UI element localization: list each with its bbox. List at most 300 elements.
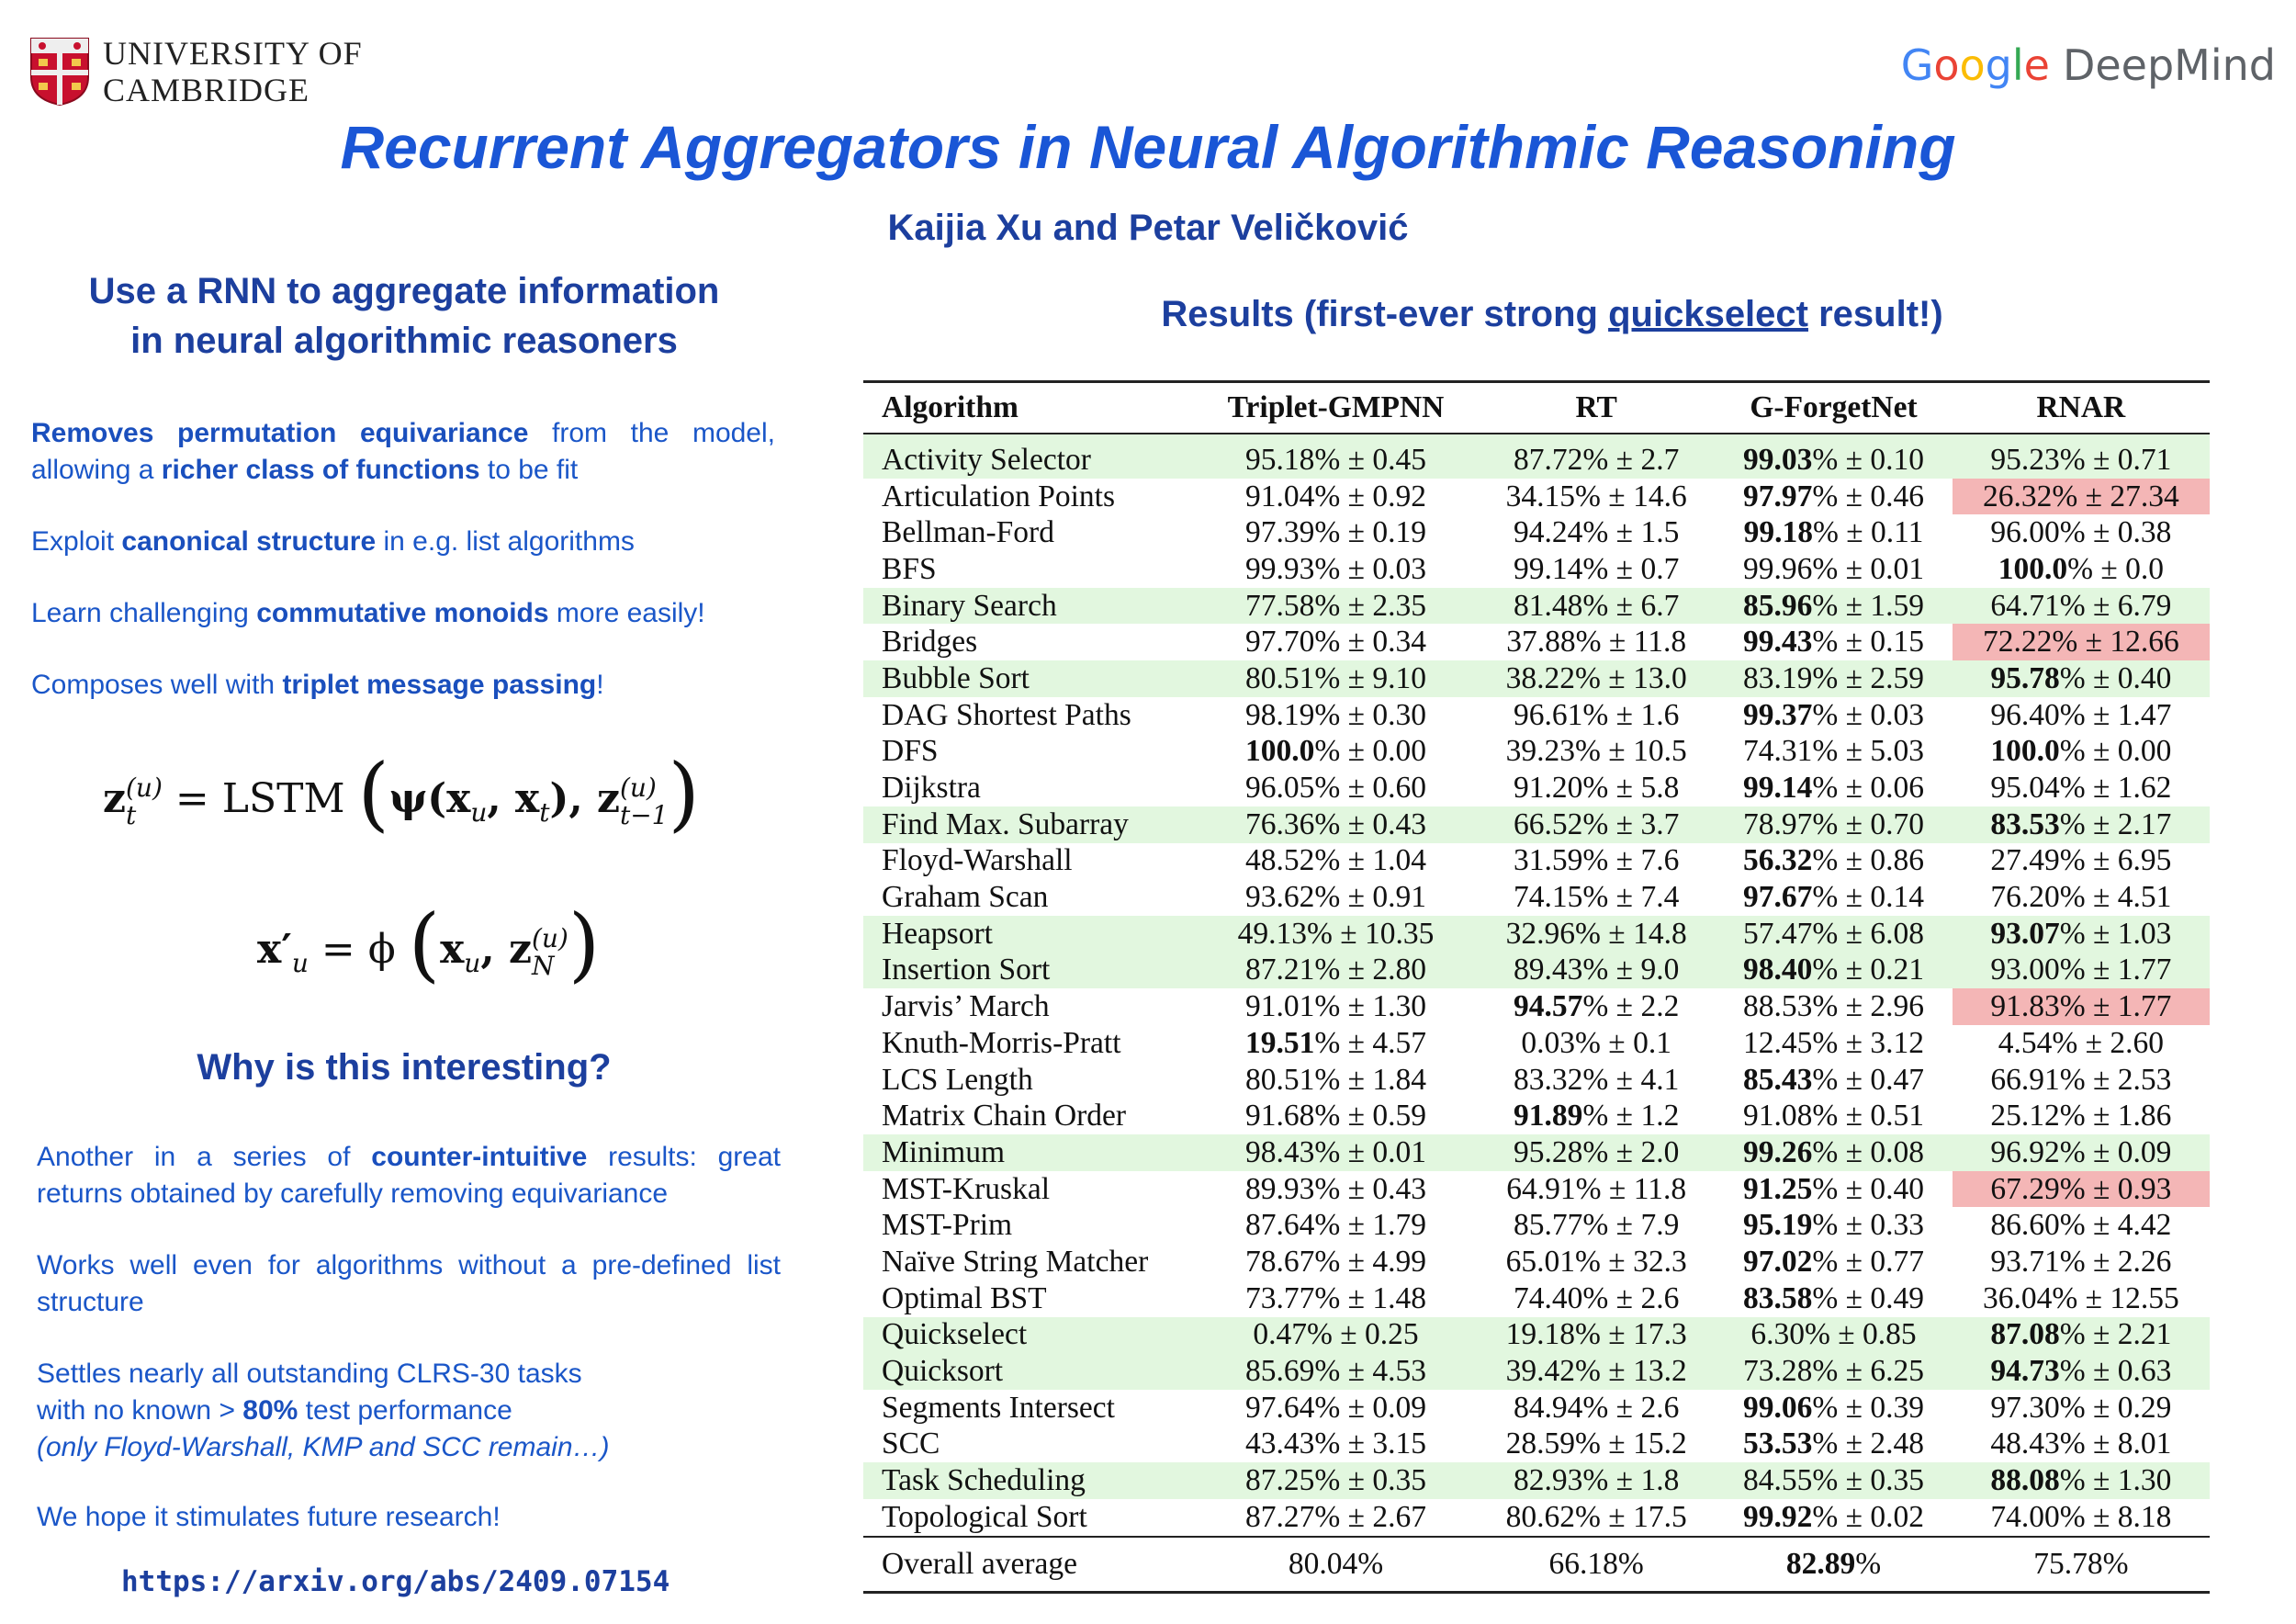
result-cell: [1194, 1390, 1478, 1427]
eq-text: , x: [487, 775, 540, 822]
result-cell: [1194, 551, 1478, 588]
result-cell: [1194, 734, 1478, 771]
mean-value: 27.49: [1990, 843, 2060, 878]
result-cell: [1194, 988, 1478, 1025]
std-value: 12.66: [2110, 625, 2179, 660]
mean-value: 74.40: [1514, 1280, 1583, 1315]
std-value: 0.21: [1870, 953, 1925, 987]
text: with no known >: [37, 1395, 243, 1426]
percent-suffix: %: [1855, 1546, 1882, 1581]
std-value: 0.00: [2117, 734, 2172, 769]
result-cell: [1953, 1025, 2210, 1062]
mean-value: 89.93: [1244, 1171, 1315, 1206]
percent-pm: % ±: [2059, 1427, 2118, 1461]
percent-pm: % ±: [1314, 697, 1373, 732]
result-cell: [1953, 953, 2210, 989]
mean-value: 4.54: [1998, 1025, 2053, 1060]
table-row: [863, 879, 2210, 916]
eq-sub: u: [291, 947, 309, 978]
table-row: [863, 479, 2210, 515]
std-value: 0.91: [1372, 880, 1427, 915]
best-value: 91.25: [1742, 1171, 1813, 1206]
text: in e.g. list algorithms: [376, 526, 635, 557]
result-cell: [1715, 879, 1952, 916]
percent-pm: % ±: [1314, 1463, 1373, 1498]
std-value: 2.48: [1870, 1427, 1925, 1461]
eq-symbol: x′: [257, 926, 292, 973]
percent-pm: % ±: [1306, 1317, 1366, 1352]
mean-value: 97.70: [1244, 625, 1315, 660]
overall-label: Overall average: [863, 1537, 1194, 1593]
percent-pm: % ±: [2059, 916, 2118, 951]
percent-pm: % ±: [1314, 660, 1373, 695]
result-cell: [1478, 479, 1715, 515]
percent-pm: % ±: [2059, 697, 2118, 732]
mean-value: 96.00: [1990, 515, 2060, 550]
percent-pm: % ±: [1812, 806, 1871, 841]
std-value: 2.6: [1640, 1280, 1680, 1315]
percent-pm: % ±: [2059, 1354, 2118, 1389]
point-hope: We hope it stimulates future research!: [37, 1502, 501, 1532]
mean-value: 78.67: [1244, 1244, 1315, 1279]
cambridge-shield-icon: [29, 37, 90, 107]
mean-value: 67.29: [1990, 1171, 2060, 1206]
result-cell: [1715, 434, 1952, 479]
point-clrs: [37, 1356, 781, 1466]
mean-value: 87.64: [1244, 1208, 1315, 1243]
result-cell: [1478, 806, 1715, 843]
mean-value: 74.15: [1514, 880, 1583, 915]
best-value: 56.32: [1742, 843, 1813, 878]
std-value: 6.08: [1870, 916, 1925, 951]
std-value: 11.8: [1633, 625, 1687, 660]
percent-pm: % ±: [1575, 1025, 1634, 1060]
arxiv-link[interactable]: https://arxiv.org/abs/2409.07154: [121, 1565, 670, 1598]
eq-sub: u: [470, 796, 488, 828]
result-cell: [1478, 879, 1715, 916]
text-line: [37, 1393, 781, 1429]
bold-text: 80%: [242, 1395, 298, 1426]
result-cell: [1953, 879, 2210, 916]
column-header: RT: [1478, 382, 1715, 434]
eq-text: ), z: [549, 775, 620, 822]
eq-sup: (u): [531, 922, 568, 953]
std-value: 0.01: [1870, 551, 1925, 586]
percent-pm: % ±: [1582, 1463, 1641, 1498]
result-cell: [1478, 1499, 1715, 1537]
std-value: 3.15: [1372, 1427, 1427, 1461]
algorithm-name: Jarvis’ March: [882, 989, 1050, 1024]
best-value: 99.43: [1742, 625, 1813, 660]
percent-pm: % ±: [1582, 771, 1641, 806]
algorithm-name: Optimal BST: [882, 1280, 1047, 1315]
eq-paren: (: [408, 897, 441, 991]
std-value: 0.7: [1640, 551, 1680, 586]
algorithm-name: Segments Intersect: [882, 1390, 1115, 1425]
std-value: 5.03: [1870, 734, 1925, 769]
algorithm-name: LCS Length: [882, 1062, 1033, 1097]
mean-value: 81.48: [1514, 588, 1583, 623]
std-value: 0.00: [1372, 734, 1427, 769]
mean-value: 93.62: [1244, 880, 1315, 915]
std-value: 4.57: [1372, 1025, 1427, 1060]
best-value: 93.07: [1990, 916, 2060, 951]
std-value: 0.70: [1870, 806, 1925, 841]
table-row: [863, 953, 2210, 989]
percent-pm: % ±: [1306, 916, 1366, 951]
text: from the model, allowing a: [31, 418, 775, 485]
std-value: 1.03: [2117, 916, 2172, 951]
mean-value: 76.36: [1244, 806, 1315, 841]
table-row: [863, 1171, 2210, 1208]
result-cell: [1194, 1317, 1478, 1354]
algorithm-name: BFS: [882, 551, 937, 586]
google-letter: G: [1900, 40, 1934, 90]
university-line2: CAMBRIDGE: [103, 72, 310, 108]
mean-value: 97.30: [1990, 1390, 2060, 1425]
percent-pm: % ±: [1575, 1244, 1634, 1279]
overall-value: 80.04%: [1194, 1537, 1478, 1593]
mean-value: 66.91: [1990, 1062, 2060, 1097]
result-cell: [1715, 479, 1952, 515]
table-row: [863, 514, 2210, 551]
mean-value: 39.23: [1505, 734, 1576, 769]
percent-pm: % ±: [2059, 806, 2118, 841]
std-value: 0.43: [1372, 806, 1427, 841]
equation-phi: [257, 897, 600, 991]
percent-pm: % ±: [1812, 953, 1871, 987]
percent-pm: % ±: [1314, 1427, 1373, 1461]
best-value: 53.53: [1742, 1427, 1813, 1461]
result-cell: [1953, 660, 2210, 697]
std-value: 6.95: [2117, 843, 2172, 878]
result-cell: [1194, 1098, 1478, 1134]
std-value: 2.80: [1372, 953, 1427, 987]
percent-pm: % ±: [2059, 660, 2118, 695]
percent-pm: % ±: [1812, 660, 1871, 695]
percent-pm: % ±: [1575, 916, 1634, 951]
result-cell: [1478, 770, 1715, 806]
percent-pm: % ±: [1582, 1390, 1641, 1425]
eq-sub: N: [531, 950, 555, 981]
mean-value: 19.18: [1505, 1317, 1576, 1352]
percent-pm: % ±: [1314, 442, 1373, 477]
result-cell: [1715, 551, 1952, 588]
table-row: [863, 1462, 2210, 1499]
percent-pm: % ±: [1812, 771, 1871, 806]
mean-value: 93.71: [1990, 1244, 2060, 1279]
algorithm-name: Bellman-Ford: [882, 515, 1054, 550]
percent-pm: % ±: [2059, 442, 2118, 477]
mean-value: 91.08: [1742, 1099, 1813, 1133]
result-cell: [1953, 1317, 2210, 1354]
std-value: 5.8: [1640, 771, 1680, 806]
mean-value: 0.03: [1521, 1025, 1576, 1060]
result-cell: [1194, 1462, 1478, 1499]
result-cell: [1194, 1244, 1478, 1280]
table-row: [863, 434, 2210, 479]
eq-sup: (u): [126, 772, 163, 803]
result-cell: [1953, 514, 2210, 551]
result-cell: [1953, 988, 2210, 1025]
mean-value: 91.20: [1514, 771, 1583, 806]
text-italic: (only Floyd-Warshall, KMP and SCC remain…): [37, 1432, 610, 1462]
mean-value: 98.43: [1244, 1134, 1315, 1169]
text: results: great returns obtained by carefully removing equivariance: [37, 1142, 781, 1209]
result-cell: [1194, 916, 1478, 953]
result-cell: [1478, 1353, 1715, 1390]
std-value: 1.86: [2117, 1099, 2172, 1133]
mean-value: 93.00: [1990, 953, 2060, 987]
why-heading: Why is this interesting?: [197, 1047, 612, 1088]
percent-pm: % ±: [2059, 771, 2118, 806]
result-cell: [1953, 1244, 2210, 1280]
percent-pm: % ±: [1582, 953, 1641, 987]
deepmind-wordmark: DeepMind: [2062, 40, 2276, 90]
text: Works well even for algorithms without a pre-defined list structure: [37, 1250, 781, 1317]
std-value: 0.49: [1870, 1280, 1925, 1315]
percent-pm: % ±: [1314, 806, 1373, 841]
algorithm-name: Task Scheduling: [863, 1462, 1194, 1499]
algorithm-name: Graham Scan: [882, 880, 1049, 915]
result-cell: [1478, 1171, 1715, 1208]
column-header: Triplet-GMPNN: [1194, 382, 1478, 434]
mean-value: 95.04: [1990, 771, 2060, 806]
result-cell: [1478, 1134, 1715, 1171]
eq-sub: t: [126, 799, 137, 830]
mean-value: 34.15: [1505, 479, 1576, 513]
std-value: 0.51: [1870, 1099, 1925, 1133]
best-value: 85.43: [1742, 1062, 1813, 1097]
overall-value: [1715, 1537, 1952, 1593]
algorithm-name: Dijkstra: [882, 771, 981, 806]
percent-pm: % ±: [1314, 1134, 1373, 1169]
table-row: [863, 916, 2210, 953]
std-value: 4.99: [1372, 1244, 1427, 1279]
mean-value: 64.91: [1506, 1171, 1576, 1206]
algorithm-name: Bridges: [882, 625, 978, 660]
std-value: 0.45: [1372, 442, 1427, 477]
table-row: [863, 1062, 2210, 1099]
std-value: 0.11: [1871, 515, 1924, 550]
std-value: 0.33: [1870, 1208, 1925, 1243]
eq-text: x: [440, 926, 465, 973]
mean-value: 12.45: [1742, 1025, 1813, 1060]
percent-pm: % ±: [2059, 1463, 2118, 1498]
result-cell: [1715, 988, 1952, 1025]
text: result!): [1807, 294, 1943, 334]
percent-pm: % ±: [1314, 1499, 1373, 1534]
mean-value: 49.13: [1237, 916, 1307, 951]
left-heading-line2: in neural algorithmic reasoners: [130, 321, 678, 361]
percent-pm: % ±: [1575, 1354, 1634, 1389]
best-value: 100.0: [1998, 551, 2068, 586]
algorithm-name: SCC: [882, 1427, 940, 1461]
mean-value: 95.18: [1244, 442, 1315, 477]
std-value: 0.09: [1372, 1390, 1427, 1425]
percent-pm: % ±: [1812, 1099, 1871, 1133]
result-cell: [1715, 1462, 1952, 1499]
best-value: 95.19: [1742, 1208, 1813, 1243]
std-value: 0.39: [1870, 1390, 1925, 1425]
google-letter: o: [1933, 40, 1960, 90]
table-row: [863, 1427, 2210, 1463]
std-value: 4.42: [2117, 1208, 2172, 1243]
result-cell: [1478, 1025, 1715, 1062]
mean-value: 85.77: [1514, 1208, 1583, 1243]
result-cell: [1953, 843, 2210, 880]
std-value: 0.0: [2125, 551, 2164, 586]
eq-script: [126, 774, 163, 829]
eq-paren: ): [568, 897, 601, 991]
percent-pm: % ±: [1314, 880, 1373, 915]
percent-pm: % ±: [1314, 953, 1373, 987]
algorithm-name: Find Max. Subarray: [863, 806, 1194, 843]
percent-pm: % ±: [1314, 588, 1373, 623]
std-value: 1.6: [1640, 697, 1680, 732]
percent-pm: % ±: [1314, 1025, 1373, 1060]
std-value: 1.62: [2117, 771, 2172, 806]
percent-pm: % ±: [1314, 1099, 1373, 1133]
result-cell: [1715, 770, 1952, 806]
result-cell: [1194, 806, 1478, 843]
std-value: 1.2: [1640, 1099, 1680, 1133]
table-row: [863, 551, 2210, 588]
result-cell: [1194, 1427, 1478, 1463]
result-cell: [1478, 1427, 1715, 1463]
mean-value: 37.88: [1506, 625, 1576, 660]
std-value: 13.2: [1633, 1354, 1687, 1389]
eq-paren: ): [668, 746, 700, 840]
poster-title: Recurrent Aggregators in Neural Algorithmic Reasoning: [340, 113, 1956, 181]
mean-value: 48.43: [1990, 1427, 2060, 1461]
result-cell: [1715, 1098, 1952, 1134]
best-value: 95.78: [1990, 660, 2060, 695]
bold-text: Removes permutation equivariance: [31, 418, 529, 448]
std-value: 0.40: [2117, 660, 2172, 695]
percent-pm: % ±: [1314, 1280, 1373, 1315]
result-cell: [1478, 843, 1715, 880]
algorithm-name: Bubble Sort: [863, 660, 1194, 697]
table-row: [863, 697, 2210, 734]
std-value: 1.59: [1870, 588, 1925, 623]
result-cell: [1478, 588, 1715, 625]
mean-value: 85.69: [1244, 1354, 1315, 1389]
overall-value: 66.18%: [1478, 1537, 1715, 1593]
google-letter: g: [1985, 40, 2012, 90]
result-cell: [1478, 1244, 1715, 1280]
std-value: 7.6: [1640, 843, 1680, 878]
result-cell: [1478, 988, 1715, 1025]
mean-value: 95.28: [1514, 1134, 1583, 1169]
table-row: [863, 624, 2210, 660]
percent-pm: % ±: [1812, 479, 1871, 513]
mean-value: 87.21: [1244, 953, 1315, 987]
google-letter: o: [1959, 40, 1986, 90]
percent-pm: % ±: [1812, 843, 1871, 878]
percent-pm: % ±: [2059, 1390, 2118, 1425]
percent-pm: % ±: [1812, 1427, 1871, 1461]
mean-value: 87.25: [1244, 1463, 1315, 1498]
result-cell: [1715, 1317, 1952, 1354]
algorithm-name: Floyd-Warshall: [882, 843, 1073, 878]
std-value: 0.63: [2117, 1354, 2172, 1389]
std-value: 3.12: [1870, 1025, 1925, 1060]
result-cell: [1194, 879, 1478, 916]
best-value: 85.96: [1742, 588, 1813, 623]
algorithm-name: Topological Sort: [882, 1499, 1087, 1534]
percent-pm: % ±: [1582, 989, 1641, 1024]
left-heading-line1: Use a RNN to aggregate information: [88, 271, 720, 311]
result-cell: [1953, 770, 2210, 806]
mean-value: 99.14: [1514, 551, 1583, 586]
std-value: 0.01: [1372, 1134, 1427, 1169]
overall-average-row: [863, 1537, 2210, 1593]
std-value: 1.30: [2117, 1463, 2172, 1498]
mean-value: 76.20: [1990, 880, 2060, 915]
percent-pm: % ±: [2052, 1280, 2110, 1315]
std-value: 2.17: [2117, 806, 2172, 841]
std-value: 0.60: [1372, 771, 1427, 806]
best-value: 83.58: [1742, 1280, 1813, 1315]
mean-value: 31.59: [1514, 843, 1583, 878]
percent-pm: % ±: [1575, 1499, 1634, 1534]
result-cell: [1953, 806, 2210, 843]
algorithm-name: MST-Prim: [882, 1208, 1013, 1243]
quickselect-link[interactable]: quickselect: [1608, 294, 1808, 334]
std-value: 1.84: [1372, 1062, 1427, 1097]
percent-pm: % ±: [1314, 1062, 1373, 1097]
std-value: 0.30: [1372, 697, 1427, 732]
results-heading: [863, 294, 2241, 335]
result-cell: [1194, 514, 1478, 551]
percent-pm: % ±: [1582, 843, 1641, 878]
result-cell: [1715, 1390, 1952, 1427]
mean-value: 39.42: [1505, 1354, 1576, 1389]
result-cell: [1715, 1353, 1952, 1390]
mean-value: 73.77: [1244, 1280, 1315, 1315]
percent-pm: % ±: [1314, 843, 1373, 878]
std-value: 0.38: [2117, 515, 2172, 550]
best-value: 99.03: [1742, 442, 1813, 477]
std-value: 2.60: [2110, 1025, 2164, 1060]
university-line1: UNIVERSITY OF: [103, 35, 363, 72]
bold-text: counter-intuitive: [371, 1142, 588, 1172]
percent-pm: % ±: [2059, 1208, 2118, 1243]
eq-text: = ϕ: [308, 926, 409, 973]
std-value: 0.03: [1870, 697, 1925, 732]
mean-value: 65.01: [1505, 1244, 1576, 1279]
percent-pm: % ±: [1314, 625, 1373, 660]
std-value: 2.59: [1870, 660, 1925, 695]
result-cell: [1715, 624, 1952, 660]
eq-text: ψ(x: [388, 775, 471, 822]
percent-pm: % ±: [2052, 625, 2110, 660]
percent-pm: % ±: [2059, 1499, 2118, 1534]
percent-pm: % ±: [1314, 1244, 1373, 1279]
mean-value: 91.68: [1244, 1099, 1315, 1133]
std-value: 0.86: [1870, 843, 1925, 878]
percent-pm: % ±: [1812, 1025, 1871, 1060]
std-value: 0.92: [1372, 479, 1427, 513]
std-value: 6.25: [1870, 1354, 1925, 1389]
percent-pm: % ±: [2059, 880, 2118, 915]
percent-pm: % ±: [2059, 1099, 2118, 1133]
std-value: 27.34: [2110, 479, 2179, 513]
std-value: 0.25: [1365, 1317, 1419, 1352]
std-value: 1.77: [2117, 989, 2172, 1024]
result-cell: [1194, 1025, 1478, 1062]
